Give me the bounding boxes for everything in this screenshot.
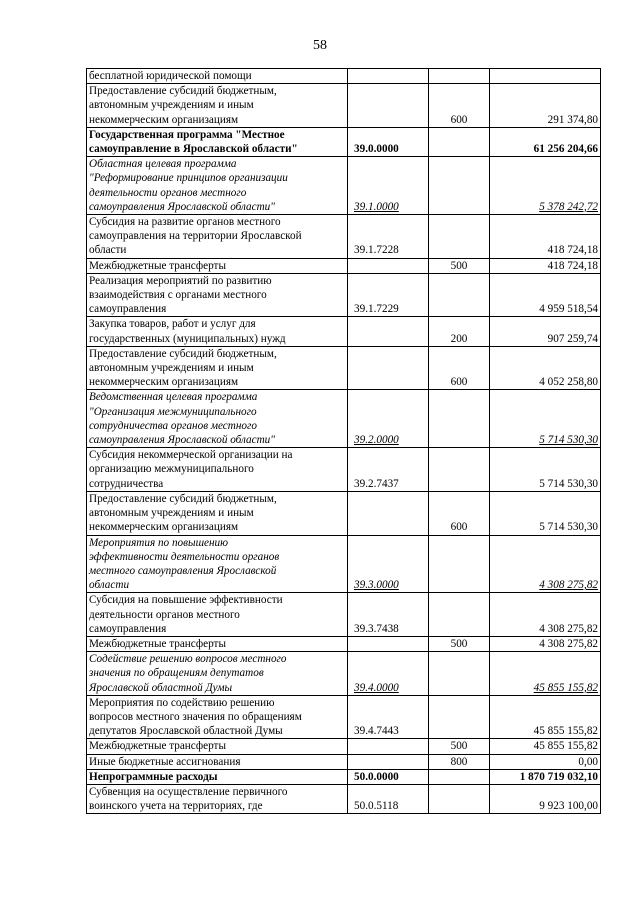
table-row — [87, 157, 601, 215]
table-row — [87, 258, 601, 273]
row-code — [348, 636, 429, 651]
table-row — [87, 593, 601, 637]
row-code — [348, 739, 429, 754]
row-expense-type — [429, 157, 490, 215]
row-amount — [490, 317, 601, 346]
row-code-text: 50.0.0000 — [354, 770, 399, 783]
row-name — [87, 636, 348, 651]
table-row — [87, 695, 601, 739]
row-code — [348, 593, 429, 637]
row-code-text: 39.1.7228 — [354, 244, 399, 257]
table-row — [87, 535, 601, 593]
row-code-text: 39.2.7437 — [354, 477, 399, 490]
row-code — [348, 273, 429, 317]
row-code — [348, 390, 429, 448]
row-expense-type — [429, 84, 490, 128]
row-code — [348, 157, 429, 215]
row-name — [87, 769, 348, 784]
row-amount-text: 4 308 275,82 — [539, 579, 598, 592]
row-expense-type — [429, 535, 490, 593]
row-expense-type — [429, 317, 490, 346]
row-name-text: Мероприятия по повышению эффективности деятельности органов местного самоуправления Ярославской области — [89, 536, 280, 592]
row-amount — [490, 593, 601, 637]
table-row — [87, 127, 601, 156]
row-name — [87, 317, 348, 346]
row-expense-type — [429, 390, 490, 448]
row-name — [87, 652, 348, 696]
row-code — [348, 491, 429, 535]
row-name — [87, 754, 348, 769]
row-expense-type — [429, 652, 490, 696]
row-name-text: Субсидия некоммерческой организации на организацию межмуниципального сотрудничества — [89, 449, 293, 490]
row-name-text: Ведомственная целевая программа "Организация межмуниципального сотрудничества органов местного самоуправления Ярославской области" — [89, 391, 275, 447]
row-expense-type-text: 500 — [450, 637, 468, 650]
table-row — [87, 346, 601, 390]
row-amount-text: 45 855 155,82 — [533, 740, 598, 753]
row-amount — [490, 636, 601, 651]
row-code-text: 39.2.0000 — [354, 434, 399, 447]
row-code — [348, 784, 429, 813]
row-expense-type — [429, 127, 490, 156]
row-code — [348, 652, 429, 696]
row-amount — [490, 346, 601, 390]
row-code — [348, 448, 429, 492]
row-name — [87, 69, 348, 84]
row-code-text: 39.4.0000 — [354, 681, 399, 694]
row-expense-type — [429, 448, 490, 492]
row-code — [348, 127, 429, 156]
row-code-text: 50.0.5118 — [354, 800, 399, 813]
row-code — [348, 535, 429, 593]
row-name-text: Мероприятия по содействию решению вопросов местного значения по обращениям депутатов Ярославской областной Думы — [89, 696, 302, 738]
row-name-text: Межбюджетные трансферты — [89, 740, 226, 753]
row-amount-text: 61 256 204,66 — [533, 143, 598, 156]
table-row — [87, 390, 601, 448]
row-name-text: Субвенция на осуществление первичного воинского учета на территориях, где — [89, 785, 288, 813]
row-name — [87, 535, 348, 593]
row-name — [87, 127, 348, 156]
row-amount — [490, 769, 601, 784]
table-row — [87, 636, 601, 651]
row-expense-type-text: 500 — [450, 259, 468, 272]
row-name-text: Областная целевая программа "Реформирование принципов организации деятельности органов местного самоуправления Ярославской области" — [89, 158, 288, 213]
row-expense-type — [429, 593, 490, 637]
row-code-text: 39.1.0000 — [354, 200, 399, 213]
row-expense-type — [429, 273, 490, 317]
row-amount-text: 418 724,18 — [547, 244, 598, 257]
row-name — [87, 390, 348, 448]
row-expense-type — [429, 769, 490, 784]
row-amount-text: 291 374,80 — [547, 113, 598, 126]
row-name — [87, 84, 348, 128]
row-name — [87, 258, 348, 273]
table-row — [87, 84, 601, 128]
row-name — [87, 784, 348, 813]
row-name — [87, 739, 348, 754]
row-amount-text: 9 923 100,00 — [539, 800, 598, 813]
row-amount-text: 45 855 155,82 — [533, 725, 598, 738]
row-code-text: 39.3.0000 — [354, 579, 399, 592]
row-name-text: Иные бюджетные ассигнования — [89, 755, 241, 768]
row-name — [87, 593, 348, 637]
row-name-text: Субсидия на развитие органов местного самоуправления на территории Ярославской области — [89, 216, 302, 257]
row-amount-text: 45 855 155,82 — [533, 681, 598, 694]
row-amount-text: 4 308 275,82 — [539, 637, 598, 650]
row-expense-type — [429, 739, 490, 754]
row-name-text: Непрограммные расходы — [89, 770, 218, 783]
row-code-text: 39.3.7438 — [354, 622, 399, 635]
row-amount — [490, 739, 601, 754]
row-amount — [490, 754, 601, 769]
row-amount-text: 4 308 275,82 — [539, 622, 598, 635]
row-amount — [490, 535, 601, 593]
row-amount-text: 4 052 258,80 — [539, 376, 598, 389]
row-code-text: 39.0.0000 — [354, 143, 399, 156]
row-amount — [490, 69, 601, 84]
row-code — [348, 754, 429, 769]
row-amount — [490, 390, 601, 448]
row-amount — [490, 491, 601, 535]
row-expense-type — [429, 491, 490, 535]
table-row — [87, 739, 601, 754]
row-amount — [490, 652, 601, 696]
row-expense-type — [429, 69, 490, 84]
row-amount-text: 907 259,74 — [547, 332, 598, 345]
row-expense-type-text: 500 — [450, 740, 468, 753]
row-code — [348, 769, 429, 784]
row-name-text: Субсидия на повышение эффективности деятельности органов местного самоуправления — [89, 594, 283, 635]
row-name-text: Закупка товаров, работ и услуг для государственных (муниципальных) нужд — [89, 318, 286, 345]
table-row — [87, 769, 601, 784]
row-amount — [490, 448, 601, 492]
row-code — [348, 84, 429, 128]
row-name-text: Реализация мероприятий по развитию взаимодействия с органами местного самоуправления — [89, 274, 272, 316]
row-code-text: 39.4.7443 — [354, 725, 399, 738]
row-code-text: 39.1.7229 — [354, 303, 399, 316]
row-expense-type — [429, 346, 490, 390]
budget-table-body — [87, 69, 601, 814]
row-amount — [490, 784, 601, 813]
row-name — [87, 491, 348, 535]
row-code — [348, 69, 429, 84]
row-amount — [490, 258, 601, 273]
row-code — [348, 258, 429, 273]
row-expense-type-text: 800 — [450, 755, 468, 768]
row-name-text: Межбюджетные трансферты — [89, 637, 226, 650]
row-amount-text: 418 724,18 — [547, 259, 598, 272]
row-amount-text: 1 870 719 032,10 — [519, 770, 598, 783]
row-amount — [490, 84, 601, 128]
row-code — [348, 317, 429, 346]
row-amount — [490, 215, 601, 259]
row-expense-type — [429, 258, 490, 273]
table-row — [87, 652, 601, 696]
row-name-text: Предоставление субсидий бюджетным, автономным учреждениям и иным некоммерческим организациям — [89, 492, 277, 534]
row-amount-text: 0,00 — [578, 755, 598, 768]
budget-table — [86, 68, 601, 814]
row-name-text: Содействие решению вопросов местного значения по обращениям депутатов Ярославской областной Думы — [89, 653, 287, 694]
row-name — [87, 346, 348, 390]
table-row — [87, 784, 601, 813]
row-amount — [490, 127, 601, 156]
row-amount-text: 5 714 530,30 — [539, 521, 598, 534]
row-amount-text: 5 714 530,30 — [539, 434, 598, 447]
table-row — [87, 491, 601, 535]
row-code — [348, 215, 429, 259]
row-name — [87, 273, 348, 317]
row-amount-text: 4 959 518,54 — [539, 303, 598, 316]
row-expense-type — [429, 754, 490, 769]
row-name — [87, 215, 348, 259]
row-name — [87, 695, 348, 739]
table-row — [87, 273, 601, 317]
page-number: 58 — [313, 38, 327, 53]
table-row — [87, 69, 601, 84]
row-name-text: Межбюджетные трансферты — [89, 259, 226, 272]
row-amount-text: 5 378 242,72 — [539, 200, 598, 213]
row-expense-type — [429, 784, 490, 813]
row-expense-type — [429, 636, 490, 651]
table-row — [87, 215, 601, 259]
row-amount — [490, 273, 601, 317]
row-amount-text: 5 714 530,30 — [539, 477, 598, 490]
row-code — [348, 346, 429, 390]
table-row — [87, 448, 601, 492]
row-code — [348, 695, 429, 739]
row-expense-type-text: 600 — [450, 521, 468, 534]
table-row — [87, 317, 601, 346]
row-name-text: Предоставление субсидий бюджетным, автономным учреждениям и иным некоммерческим организациям — [89, 85, 277, 126]
row-name — [87, 157, 348, 215]
row-expense-type — [429, 695, 490, 739]
row-amount — [490, 695, 601, 739]
row-expense-type-text: 200 — [450, 332, 468, 345]
row-name-text: Государственная программа "Местное самоуправление в Ярославской области" — [89, 128, 298, 156]
table-row — [87, 754, 601, 769]
row-expense-type-text: 600 — [450, 113, 468, 126]
row-name — [87, 448, 348, 492]
row-name-text: Предоставление субсидий бюджетным, автономным учреждениям и иным некоммерческим организациям — [89, 347, 277, 389]
row-amount — [490, 157, 601, 215]
row-name-text: бесплатной юридической помощи — [89, 70, 252, 82]
row-expense-type-text: 600 — [450, 376, 468, 389]
row-expense-type — [429, 215, 490, 259]
